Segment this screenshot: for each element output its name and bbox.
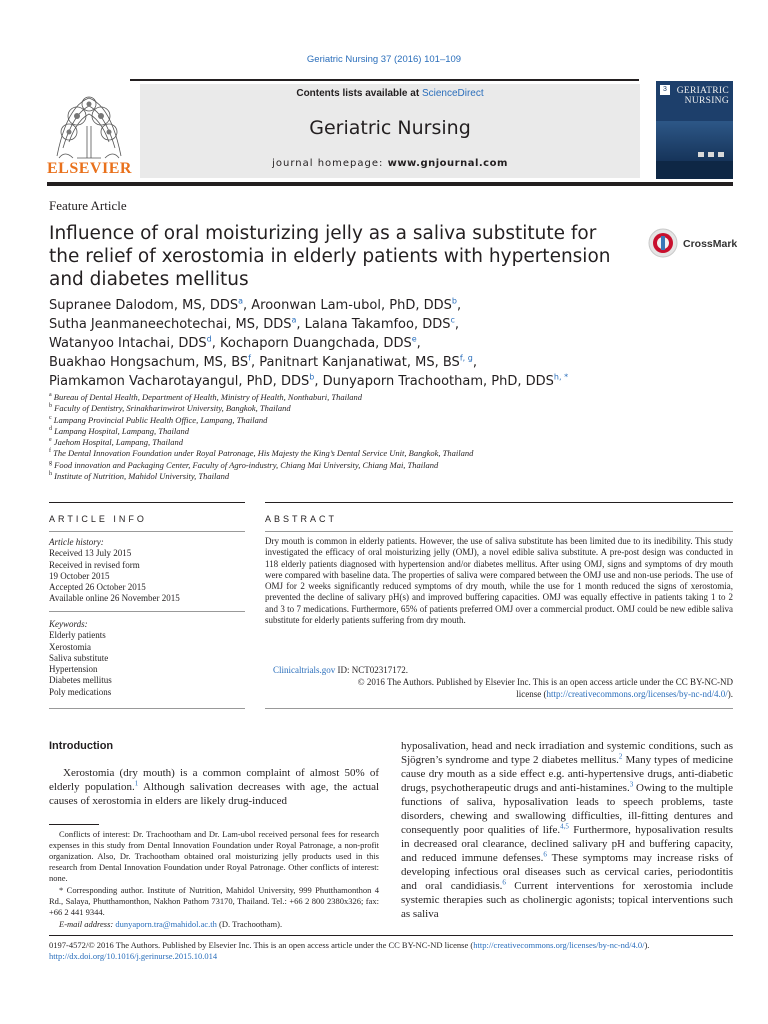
affiliation-key: b (49, 403, 52, 410)
affiliation-text: Jaehom Hospital, Lampang, Thailand (53, 437, 183, 448)
introduction-heading: Introduction (49, 740, 114, 752)
reference-link[interactable]: 3 (629, 780, 634, 789)
abstract-heading: ABSTRACT (265, 514, 338, 524)
history-item: Received in revised form (49, 559, 140, 570)
author-name: Watanyoo Intachai, DDS (49, 336, 207, 351)
author-affiliation-ref[interactable]: f, g (459, 353, 473, 363)
author-separator: , (314, 374, 323, 389)
body-text: Xerostomia (dry mouth) is a common complaint of almost 50% of elderly population. (49, 767, 379, 793)
author-name: Kochaporn Duangchada, DDS (220, 336, 412, 351)
author-affiliation-ref[interactable]: d (206, 334, 212, 344)
reference-link[interactable]: 2 (618, 752, 623, 761)
body-text: hyposalivation, head and neck irradiation and systemic conditions, such as Sjögren’s syndrome and type 2 diabetes mellitus. (401, 740, 733, 766)
article-history (49, 537, 245, 605)
affiliation-key: c (49, 414, 52, 421)
affiliation-text: Institute of Nutrition, Mahidol University, Thailand (54, 471, 230, 482)
abstract-license (265, 689, 733, 700)
clinicaltrials-link[interactable]: Clinicaltrials.gov (273, 665, 336, 675)
affiliation-key: g (49, 459, 52, 466)
affiliation-key: f (49, 448, 51, 455)
email-label: E-mail address: (59, 919, 116, 929)
abstract-rule-bottom (265, 708, 733, 709)
keywords-divider (49, 708, 245, 709)
author-name: Buakhao Hongsachum, MS, BS (49, 355, 249, 370)
journal-citation[interactable]: Geriatric Nursing 37 (2016) 101–109 (306, 54, 462, 65)
intro-paragraph-right (401, 739, 733, 921)
crossmark-label[interactable]: CrossMark (683, 238, 738, 250)
bottom-license-link[interactable]: http://creativecommons.org/licenses/by-nc-nd/4.0/ (473, 940, 645, 950)
affiliation-text: Faculty of Dentistry, Srinakharinwirot University, Bangkok, Thailand (54, 403, 291, 414)
author-name: Lalana Takamfoo, DDS (304, 317, 451, 332)
author-affiliation-ref[interactable]: f (248, 353, 251, 363)
trial-id: ID: NCT02317172. (335, 665, 408, 675)
author-separator: , (456, 298, 462, 313)
keyword-item: Saliva substitute (49, 652, 109, 663)
keywords-label: Keywords: (49, 619, 88, 629)
homepage-link[interactable]: www.gnjournal.com (387, 158, 508, 169)
body-text: Owing to the multiple functions of saliva, hyposalivation leads to speech problems, taste disorders, chewing and swallowing difficulties, ill-fitting dentures and consequently poor qualities of life. (401, 782, 733, 836)
affiliation-list (49, 392, 729, 482)
affiliation-text: Lampang Hospital, Lampang, Thailand (54, 425, 189, 436)
affiliation-item (49, 392, 729, 403)
author-name: Sutha Jeanmaneechotechai, MS, DDS (49, 317, 292, 332)
author-name: Panitnart Kanjanatiwat, MS, BS (259, 355, 460, 370)
doi-link[interactable]: http://dx.doi.org/10.1016/j.gerinurse.2015.10.014 (49, 951, 218, 961)
affiliation-text: The Dental Innovation Foundation under Royal Patronage, His Majesty the King’s Dental Service Unit, Bangkok, Thailand (53, 448, 474, 459)
affiliation-item (49, 460, 729, 471)
email-suffix: (D. Trachootham). (216, 919, 283, 929)
author-separator: , (416, 336, 421, 351)
cover-mark (708, 152, 714, 157)
keyword-item: Poly medications (49, 686, 112, 697)
keyword-item: Diabetes mellitus (49, 675, 112, 686)
history-item: Received 13 July 2015 (49, 548, 132, 559)
journal-title: Geriatric Nursing (309, 117, 471, 139)
reference-link[interactable]: 6 (543, 850, 547, 859)
author-separator: , (250, 355, 260, 370)
abstract-license-line: © 2016 The Authors. Published by Elsevier Inc. This is an open access article under the CC BY-NC-ND (357, 677, 733, 687)
author-name: Dunyaporn Trachootham, PhD, DDS (322, 374, 554, 389)
affiliation-item (49, 448, 729, 459)
author-list (49, 296, 689, 391)
article-info-heading-rule (49, 531, 245, 532)
body-text: Although salivation decreases with age, the actual causes of xerostomia in elders are likely drug-induced (49, 781, 380, 807)
affiliation-item (49, 426, 729, 437)
history-item: Accepted 26 October 2015 (49, 582, 146, 593)
affiliation-item (49, 437, 729, 448)
abstract-rule-top (265, 502, 733, 503)
author-separator: , (454, 317, 460, 332)
affiliation-key: e (49, 437, 52, 444)
author-separator: , (211, 336, 221, 351)
affiliation-item (49, 415, 729, 426)
body-text: Current interventions for xerostomia include systemic therapies such as cholinergic agonists; topical interventions such as saliva (401, 880, 733, 920)
publication-info (49, 940, 739, 962)
cover-mark (698, 152, 704, 157)
publisher-wordmark: ELSEVIER (47, 160, 132, 177)
issn-text: 0197-4572/© 2016 The Authors. Published by Elsevier Inc. This is an open access article under the CC BY-NC-ND license ( (49, 940, 474, 950)
keyword-item: Elderly patients (49, 630, 106, 641)
affiliation-item (49, 403, 729, 414)
contents-prefix: Contents lists available at (296, 88, 422, 99)
author-affiliation-ref[interactable]: h, * (553, 372, 569, 382)
author-separator: , (243, 298, 252, 313)
affiliation-key: a (49, 392, 52, 399)
cover-title-line-2: NURSING (684, 96, 729, 106)
article-type: Feature Article (49, 198, 127, 213)
history-divider (49, 611, 245, 612)
cover-band (656, 161, 733, 179)
author-separator: , (472, 355, 477, 370)
journal-cover-thumbnail (656, 81, 733, 179)
history-item: Available online 26 November 2015 (49, 593, 180, 604)
author-name: Piamkamon Vacharotayangul, PhD, DDS (49, 374, 310, 389)
author-affiliation-ref[interactable]: b (309, 372, 315, 382)
footnote-rule (49, 824, 99, 825)
sciencedirect-link[interactable]: ScienceDirect (421, 88, 484, 99)
masthead-bottom-rule (47, 182, 733, 186)
affiliation-text: Food innovation and Packaging Center, Faculty of Agro-industry, Chiang Mai University, Chiang Mai, Thailand (54, 459, 439, 470)
affiliation-key: d (49, 426, 52, 433)
keyword-list (49, 619, 245, 698)
author-affiliation-ref[interactable]: a (238, 296, 244, 306)
affiliation-key: h (49, 471, 52, 478)
corresponding-author-footnote: * Corresponding author. Institute of Nutrition, Mahidol University, 999 Phutthamonthon 4 Rd., Salaya, Phutthamonthon, Nakhon Pathom 73170, Thailand. Tel.: +66 2 800 2380x326; fax: +66 2 441 9344. (49, 885, 379, 917)
author-affiliation-ref[interactable]: a (291, 315, 297, 325)
author-affiliation-ref[interactable]: e (411, 334, 417, 344)
history-label: Article history: (49, 537, 104, 547)
issn-line (49, 940, 739, 951)
license-prefix: license ( (516, 689, 547, 699)
cover-title-line-1: GERIATRIC (676, 86, 729, 96)
email-link[interactable]: dunyaporn.tra@mahidol.ac.th (115, 919, 217, 929)
article-info-rule (49, 502, 245, 503)
masthead-top-rule (130, 79, 639, 81)
author-name: Supranee Dalodom, MS, DDS (49, 298, 239, 313)
intro-paragraph-left (49, 766, 379, 808)
article-title: Influence of oral moisturizing jelly as a saliva substitute for the relief of xerostomia in elderly patients with hypertension and diabetes mellitus (49, 223, 611, 290)
cover-issue-number: 3 (660, 85, 670, 95)
bottom-rule (49, 935, 733, 936)
contents-availability (140, 88, 640, 99)
body-text: Furthermore, hyposalivation results in decreased oral clearance, declined salivary pH and buffering capacity, and reduced immune defenses. (401, 824, 733, 864)
journal-homepage (140, 158, 640, 169)
homepage-prefix: journal homepage: (272, 158, 388, 169)
cover-mark (718, 152, 724, 157)
body-text: Many types of medicine cause dry mouth as a side effect e.g. anti-hypertensive drugs, anti-diabetic drugs, psychotherapeutic drugs and anti-histamines. (401, 754, 733, 794)
affiliation-text: Lampang Provincial Public Health Office, Lampang, Thailand (53, 414, 268, 425)
history-item: 19 October 2015 (49, 570, 110, 581)
email-footnote (49, 919, 379, 930)
abstract-heading-rule (265, 531, 733, 532)
keyword-item: Xerostomia (49, 641, 91, 652)
author-affiliation-ref[interactable]: c (450, 315, 455, 325)
license-link[interactable]: http://creativecommons.org/licenses/by-nc-nd/4.0/ (546, 689, 728, 699)
footnotes (49, 829, 379, 931)
affiliation-item (49, 471, 729, 482)
abstract-text: Dry mouth is common in elderly patients. However, the use of saliva substitute has been limited due to its inedibility. This study investigated the efficacy of oral moisturizing jelly (OMJ), a novel edible saliva substitute. A pre-post design was conducted in 118 elderly patients diagnosed with hypertension and/or diabetes mellitus. After using OMJ, signs and symptoms of dry mouth were compared with baseline data. The properties of saliva were compared between the OMJ use and non-use periods. The use of OMJ for 2 weeks significantly reduced symptoms of dry mouth, while the use for 1 month reduced the signs of xerostomia, prevented the decline of salivary pH(s) and improved buffering capacities. OMJ was equally effective in patients taking 1 to 2 and 3 to 7 medications. Furthermore, 65% of patients preferred OMJ over a commercial product. OMJ could be new edible saliva substitute for elderly patients suffering from dry mouth. (265, 536, 733, 626)
body-text: These symptoms may increase risks of developing infectious oral diseases such as cervical caries, periodontitis and oral candidiasis. (401, 852, 733, 892)
keyword-item: Hypertension (49, 664, 98, 675)
bottom-license-suffix: ). (644, 940, 650, 950)
author-name: Aroonwan Lam-ubol, PhD, DDS (251, 298, 452, 313)
conflicts-footnote: Conflicts of interest: Dr. Trachootham and Dr. Lam-ubol received personal fees for research expenses in this study from Dental Innovation Foundation under Royal Patronage, a non-profit organization. Also, Dr. Trachootham obtained oral moisturizing jelly products used in this research from Dental Innovation Foundation under Royal Patronage. Other conflicts of interest: none. (49, 829, 379, 883)
reference-link[interactable]: 4,5 (560, 822, 569, 831)
article-info-heading: ARTICLE INFO (49, 514, 147, 524)
license-suffix: ). (727, 689, 733, 699)
author-separator: , (296, 317, 305, 332)
reference-link[interactable]: 6 (502, 878, 506, 887)
affiliation-text: Bureau of Dental Health, Department of Health, Ministry of Health, Nonthaburi, Thailand (53, 392, 363, 402)
trial-registration (265, 665, 733, 676)
author-affiliation-ref[interactable]: b (451, 296, 457, 306)
reference-link[interactable]: 1 (134, 779, 139, 788)
